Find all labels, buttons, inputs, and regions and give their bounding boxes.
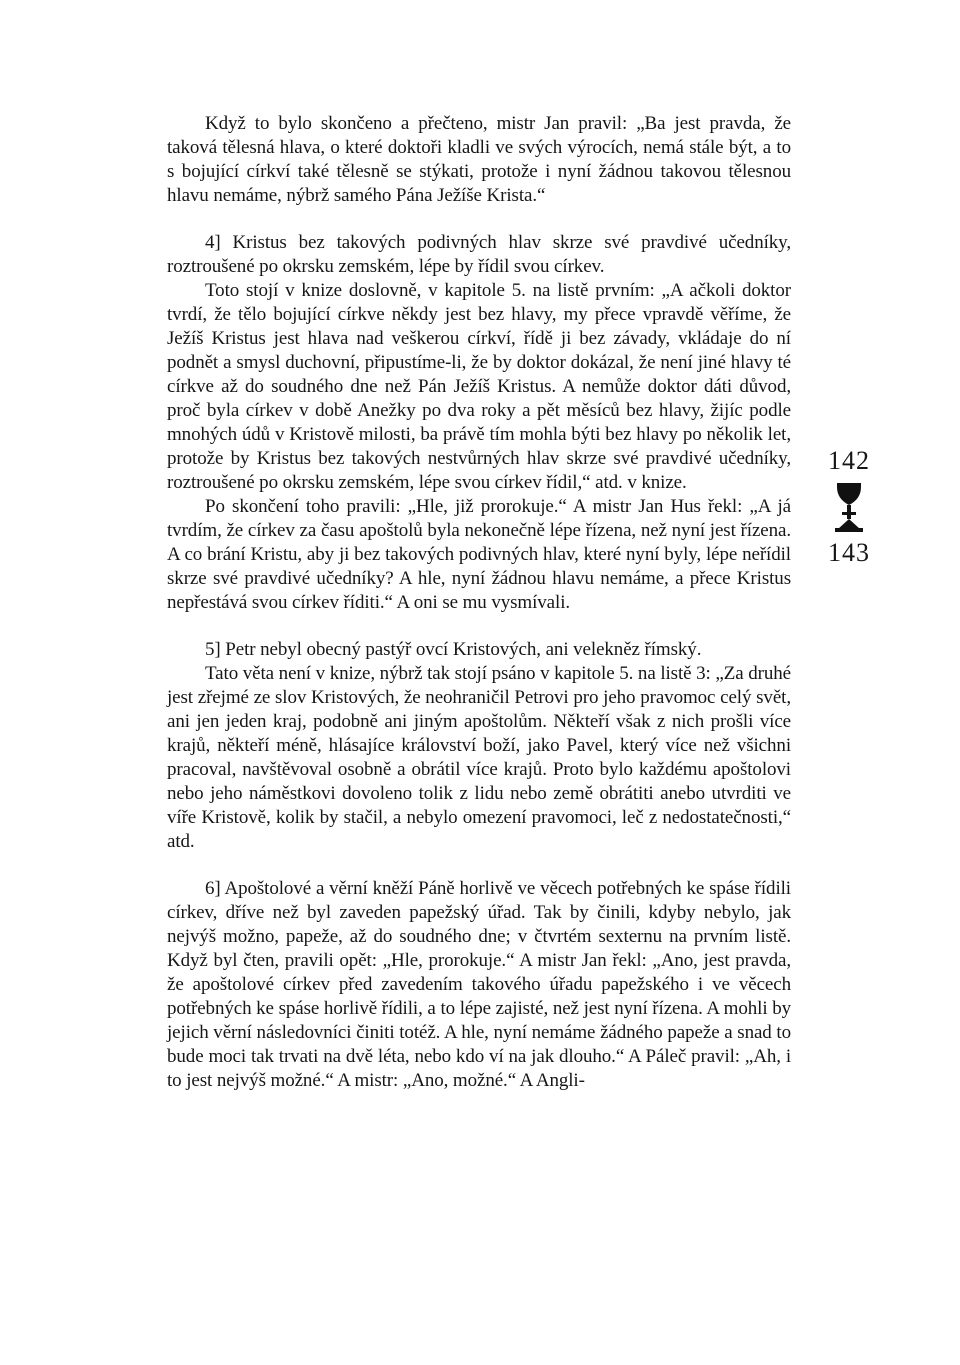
margin-page-marker (812, 447, 886, 567)
paragraph-3: Toto stojí v knize doslovně, v kapitole 5. na listě prvním: „A ačkoli doktor tvrdí, že tělo bojující církve někdy jest bez hlavy, my přece vpravdě věříme, že Ježíš Kristus jest hlava nad veškerou církví, řídě ji bez závady, vkládaje do ní podnět a smysl duchovní, připustíme-li, že by doktor dokázal, že není jiné hlavy té církve až do soudného dne než Pán Ježíš Kristus. A nemůže doktor dáti důvod, proč byla církev v době Anežky po dva roky a pět měsíců bez hlavy, žijíc podle mnohých údů v Kristově milosti, ba právě tím mohla býti bez hlavy po několik let, protože by Kristus bez takových nestvůrných hlav skrze své pravdivé učedníky, roztroušené po okrsku zemském, lépe svou církev řídil,“ atd. v knize. (167, 280, 791, 493)
paragraph-2-article-4: 4] Kristus bez takových podivných hlav skrze své pravdivé učedníky, roztroušené po okrsku zemském, lépe by řídil svou církev. (167, 232, 791, 277)
paragraph-4: Po skončení toho pravili: „Hle, již prorokuje.“ A mistr Jan Hus řekl: „A já tvrdím, že církev za času apoštolů byla nekonečně lépe řízena, než nyní jest řízena. A co brání Kristu, aby ji bez takových podivných hlav, které nyní byly, lépe neřídil skrze své pravdivé učedníky? A hle, nyní žádnou hlavu nemáme, a přece Kristus nepřestává svou církev říditi.“ A oni se mu vysmívali. (167, 496, 791, 613)
page-number-bottom: 143 (828, 538, 870, 567)
paragraph-1: Když to bylo skončeno a přečteno, mistr Jan pravil: „Ba jest pravda, že taková tělesná hlava, o které doktoři kladli ve svých výrocích, nemá stále být, a to s bojující církví také tělesně se stýkati, protože i nyní žádnou takovou tělesnou hlavu nemáme, nýbrž samého Pána Ježíše Krista.“ (167, 113, 791, 206)
chalice-icon (834, 481, 864, 533)
page-number-top: 142 (828, 446, 870, 475)
paragraph-7-article-6: 6] Apoštolové a věrní kněží Páně horlivě ve věcech potřebných ke spáse řídili církev, dříve než byl zaveden papežský úřad. Tak by činili, kdyby nebylo, jak nejvýš možno, papeže, až do soudného dne; v čtvrtém sexternu na prvním listě. Když byl čten, pravili opět: „Hle, prorokuje.“ A mistr Jan řekl: „Ano, jest pravda, že apoštolové církev před zavedením takového úřadu papežského i ve věcech potřebných ke spáse horlivě řídili, a to lépe zajisté, než jest nyní řízena. A mohli by jejich věrní následovníci činiti totéž. A hle, nyní nemáme žádného papeže a snad to bude moci tak trvati na dvě léta, nebo kdo ví na jak dlouho.“ A Páleč pravil: „Ah, i to jest nejvýš možné.“ A mistr: „Ano, možné.“ A Angli- (167, 878, 791, 1091)
paragraph-6: Tato věta není v knize, nýbrž tak stojí psáno v kapitole 5. na listě 3: „Za druhé jest zřejmé ze slov Kristových, že neohraničil Petrovi pro jeho pravomoc celý svět, ani jen jeden kraj, podobně ani jiným apoštolům. Někteří však z nich prošli více krajů, někteří méně, hlásajíce království boží, jako Pavel, který více než všichni pracoval, navštěvoval osobně a obrátil více krajů. Proto bylo každému apoštolovi nebo jeho náměstkovi dovoleno tolik z lidu nebo země obrátiti anebo utvrditi ve víře Kristově, kolik by stačil, a nebylo omezení pravomoci, leč z nedostatečnosti,“ atd. (167, 663, 791, 852)
body-text (167, 112, 791, 1093)
paragraph-5-article-5: 5] Petr nebyl obecný pastýř ovcí Kristových, ani velekněz římský. (205, 639, 702, 660)
